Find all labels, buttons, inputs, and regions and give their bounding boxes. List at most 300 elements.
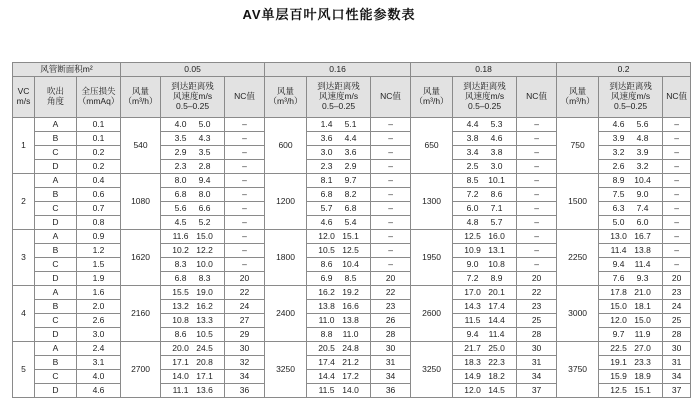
throw-distance-max: 12.5 [342, 244, 359, 255]
throw-distance-min: 2.5 [466, 160, 479, 171]
throw-distance-min: 12.0 [464, 384, 481, 395]
throw-distance-min: 8.8 [320, 328, 333, 339]
throw-distance-min: 9.4 [466, 328, 479, 339]
throw-distance-min: 4.5 [174, 216, 187, 227]
throw-distance-max: 20.8 [196, 356, 213, 367]
throw-distance-min: 7.2 [466, 188, 479, 199]
area-header-3: 0.18 [411, 63, 557, 77]
nc-value: 23 [663, 286, 691, 300]
airflow-value: 3750 [557, 342, 599, 398]
throw-distance-value [161, 132, 225, 146]
pressure-loss-value: 0.7 [77, 202, 121, 216]
page-title: AV单层百叶风口性能参数表 [242, 7, 416, 22]
throw-distance-value [453, 328, 517, 342]
throw-distance-min: 7.5 [612, 188, 625, 199]
throw-distance-value [161, 174, 225, 188]
throw-distance-min: 13.8 [318, 300, 335, 311]
airflow-column-header: 风量 （m³/h） [411, 77, 453, 118]
throw-distance-min: 15.0 [610, 300, 627, 311]
throw-distance-min: 14.9 [464, 370, 481, 381]
throw-distance-min: 11.1 [172, 384, 189, 395]
angle-value: C [35, 258, 77, 272]
nc-value: – [517, 146, 557, 160]
throw-distance-max: 15.1 [342, 230, 359, 241]
throw-distance-min: 5.0 [612, 216, 625, 227]
nc-value: 24 [663, 300, 691, 314]
throw-distance-min: 13.2 [172, 300, 189, 311]
pressure-loss-value: 4.6 [77, 384, 121, 398]
area-header-1: 0.05 [121, 63, 265, 77]
nc-value: 24 [225, 300, 265, 314]
vc-column-header: VC m/s [13, 77, 35, 118]
throw-distance-value [599, 314, 663, 328]
nc-value: 34 [663, 370, 691, 384]
throw-distance-max: 22.3 [488, 356, 505, 367]
throw-distance-value [599, 258, 663, 272]
throw-distance-max: 8.5 [344, 272, 357, 283]
throw-distance-value [307, 356, 371, 370]
throw-distance-min: 17.8 [610, 286, 627, 297]
throw-distance-max: 13.1 [488, 244, 505, 255]
nc-value: 34 [517, 370, 557, 384]
throw-distance-max: 15.1 [634, 384, 651, 395]
nc-value: 34 [225, 370, 265, 384]
angle-value: C [35, 370, 77, 384]
throw-distance-max: 24.5 [196, 342, 213, 353]
angle-value: B [35, 188, 77, 202]
throw-distance-value [161, 286, 225, 300]
nc-value: 36 [225, 384, 265, 398]
throw-distance-max: 8.0 [198, 188, 211, 199]
throw-distance-max: 18.9 [634, 370, 651, 381]
throw-distance-max: 5.6 [636, 118, 649, 129]
throw-distance-max: 10.1 [488, 174, 505, 185]
airflow-value: 600 [265, 118, 307, 174]
pressure-loss-value: 0.1 [77, 132, 121, 146]
throw-distance-max: 6.0 [636, 216, 649, 227]
nc-value: – [371, 132, 411, 146]
nc-value: 30 [517, 342, 557, 356]
throw-distance-value [307, 118, 371, 132]
throw-distance-max: 10.5 [196, 328, 213, 339]
throw-distance-min: 13.0 [610, 230, 627, 241]
throw-distance-min: 8.5 [466, 174, 479, 185]
throw-distance-value [307, 342, 371, 356]
vc-value: 5 [13, 342, 35, 398]
nc-value: 34 [371, 370, 411, 384]
area-header-2: 0.16 [265, 63, 411, 77]
airflow-value: 2400 [265, 286, 307, 342]
nc-value: 20 [371, 272, 411, 286]
airflow-value: 3250 [411, 342, 453, 398]
table-body [13, 118, 691, 398]
nc-value: – [517, 118, 557, 132]
throw-distance-value [307, 258, 371, 272]
throw-distance-value [599, 384, 663, 398]
throw-distance-max: 13.8 [634, 244, 651, 255]
throw-distance-value [161, 328, 225, 342]
nc-value: – [663, 216, 691, 230]
throw-distance-value [599, 216, 663, 230]
nc-value: – [517, 258, 557, 272]
throw-distance-max: 7.1 [490, 202, 503, 213]
throw-distance-min: 6.8 [174, 272, 187, 283]
throw-distance-max: 14.0 [342, 384, 359, 395]
nc-value: 22 [371, 286, 411, 300]
throw-distance-max: 13.8 [342, 314, 359, 325]
throw-distance-value [307, 230, 371, 244]
throw-distance-min: 15.5 [172, 286, 189, 297]
throw-distance-value [161, 314, 225, 328]
table-row [13, 230, 691, 244]
performance-table [12, 62, 691, 398]
area-header-4: 0.2 [557, 63, 691, 77]
throw-distance-min: 8.0 [174, 174, 187, 185]
duct-area-label: 风管断面积m² [13, 63, 121, 77]
airflow-value: 1200 [265, 174, 307, 230]
throw-distance-min: 21.7 [464, 342, 481, 353]
nc-value: 25 [663, 314, 691, 328]
throw-distance-max: 4.6 [490, 132, 503, 143]
angle-value: B [35, 244, 77, 258]
throw-distance-value [599, 174, 663, 188]
nc-value: – [371, 188, 411, 202]
vc-value: 3 [13, 230, 35, 286]
throw-distance-max: 17.2 [342, 370, 359, 381]
throw-distance-value [599, 160, 663, 174]
nc-value: – [225, 118, 265, 132]
throw-distance-min: 6.8 [174, 188, 187, 199]
nc-value: – [371, 244, 411, 258]
throw-distance-min: 17.1 [172, 356, 189, 367]
throw-distance-min: 3.4 [466, 146, 479, 157]
airflow-column-header: 风量 （m³/h） [265, 77, 307, 118]
throw-distance-max: 4.3 [198, 132, 211, 143]
vc-value: 2 [13, 174, 35, 230]
airflow-value: 3250 [265, 342, 307, 398]
nc-value: – [225, 216, 265, 230]
nc-value: – [225, 146, 265, 160]
angle-value: D [35, 272, 77, 286]
throw-distance-max: 19.0 [196, 286, 213, 297]
pressure-loss-value: 2.6 [77, 314, 121, 328]
pressure-loss-value: 0.9 [77, 230, 121, 244]
throw-distance-max: 18.1 [634, 300, 651, 311]
throw-distance-min: 8.6 [320, 258, 333, 269]
throw-distance-min: 20.5 [318, 342, 335, 353]
throw-distance-value [161, 272, 225, 286]
nc-value: – [663, 202, 691, 216]
throw-distance-max: 14.4 [488, 314, 505, 325]
angle-value: A [35, 174, 77, 188]
throw-distance-min: 16.2 [318, 286, 335, 297]
throw-distance-max: 11.4 [488, 328, 505, 339]
throw-distance-value [599, 118, 663, 132]
throw-distance-max: 3.9 [636, 146, 649, 157]
vc-value: 1 [13, 118, 35, 174]
throw-distance-min: 19.1 [610, 356, 627, 367]
throw-distance-value [453, 160, 517, 174]
throw-distance-max: 10.4 [342, 258, 359, 269]
airflow-value: 2700 [121, 342, 161, 398]
nc-value: – [663, 174, 691, 188]
nc-value: – [663, 160, 691, 174]
pressure-loss-value: 0.4 [77, 174, 121, 188]
nc-value: – [371, 118, 411, 132]
nc-value: – [517, 202, 557, 216]
throw-distance-value [453, 286, 517, 300]
throw-distance-value [453, 258, 517, 272]
angle-value: A [35, 230, 77, 244]
throw-distance-max: 13.6 [196, 384, 213, 395]
throw-distance-value [161, 230, 225, 244]
throw-distance-value [307, 188, 371, 202]
airflow-value: 650 [411, 118, 453, 174]
throw-distance-min: 9.0 [466, 258, 479, 269]
nc-value: – [225, 258, 265, 272]
nc-value: 29 [225, 328, 265, 342]
throw-distance-max: 4.4 [344, 132, 357, 143]
throw-distance-value [161, 146, 225, 160]
nc-value: – [663, 188, 691, 202]
throw-distance-value [599, 146, 663, 160]
throw-distance-max: 2.9 [344, 160, 357, 171]
throw-distance-min: 3.9 [612, 132, 625, 143]
throw-distance-value [307, 202, 371, 216]
table-row [13, 118, 691, 132]
throw-distance-max: 11.4 [634, 258, 651, 269]
throw-distance-value [453, 118, 517, 132]
throw-distance-value [307, 384, 371, 398]
throw-distance-max: 5.1 [344, 118, 357, 129]
throw-distance-max: 4.8 [636, 132, 649, 143]
table-row [13, 286, 691, 300]
nc-value: 26 [371, 314, 411, 328]
nc-value: – [663, 244, 691, 258]
angle-value: C [35, 314, 77, 328]
nc-value: – [517, 216, 557, 230]
throw-distance-max: 18.2 [488, 370, 505, 381]
throw-distance-value [599, 188, 663, 202]
throw-distance-max: 8.3 [198, 272, 211, 283]
throw-distance-max: 5.4 [344, 216, 357, 227]
throw-distance-min: 4.8 [466, 216, 479, 227]
throw-distance-value [599, 286, 663, 300]
throw-distance-min: 15.9 [610, 370, 627, 381]
throw-distance-value [161, 118, 225, 132]
throw-distance-min: 11.5 [318, 384, 335, 395]
throw-distance-min: 9.4 [612, 258, 625, 269]
throw-distance-max: 6.6 [198, 202, 211, 213]
throw-column-header: 到达距离残 风速度m/s 0.5–0.25 [307, 77, 371, 118]
throw-distance-max: 2.8 [198, 160, 211, 171]
throw-column-header: 到达距离残 风速度m/s 0.5–0.25 [453, 77, 517, 118]
throw-distance-min: 1.4 [320, 118, 333, 129]
throw-distance-max: 23.3 [634, 356, 651, 367]
throw-distance-min: 12.0 [318, 230, 335, 241]
throw-distance-min: 10.5 [318, 244, 335, 255]
throw-distance-value [453, 216, 517, 230]
throw-distance-min: 17.4 [318, 356, 335, 367]
nc-value: – [371, 202, 411, 216]
throw-distance-max: 16.7 [634, 230, 651, 241]
throw-distance-min: 8.9 [612, 174, 625, 185]
pressure-loss-value: 2.4 [77, 342, 121, 356]
nc-value: 28 [517, 328, 557, 342]
throw-distance-max: 9.4 [198, 174, 211, 185]
throw-distance-value [161, 300, 225, 314]
throw-distance-value [599, 272, 663, 286]
airflow-value: 1800 [265, 230, 307, 286]
throw-distance-min: 11.4 [610, 244, 627, 255]
throw-distance-min: 3.5 [174, 132, 187, 143]
throw-distance-value [453, 244, 517, 258]
nc-value: 28 [663, 328, 691, 342]
throw-distance-value [453, 174, 517, 188]
nc-value: 30 [663, 342, 691, 356]
throw-distance-value [161, 370, 225, 384]
nc-value: 32 [225, 356, 265, 370]
throw-distance-min: 7.6 [612, 272, 625, 283]
nc-value: – [663, 146, 691, 160]
nc-value: – [371, 230, 411, 244]
throw-distance-value [161, 342, 225, 356]
throw-distance-value [599, 370, 663, 384]
nc-column-header: NC值 [225, 77, 265, 118]
throw-distance-max: 15.0 [196, 230, 213, 241]
header-row-columns [13, 77, 691, 118]
angle-value: C [35, 146, 77, 160]
throw-distance-min: 11.5 [464, 314, 481, 325]
throw-distance-max: 16.2 [196, 300, 213, 311]
throw-distance-max: 21.2 [342, 356, 359, 367]
throw-distance-max: 7.4 [636, 202, 649, 213]
throw-distance-value [307, 370, 371, 384]
throw-distance-max: 15.0 [634, 314, 651, 325]
throw-distance-min: 14.3 [464, 300, 481, 311]
throw-distance-value [453, 370, 517, 384]
nc-value: 27 [225, 314, 265, 328]
nc-value: – [663, 132, 691, 146]
throw-distance-value [599, 132, 663, 146]
table-row [13, 342, 691, 356]
throw-distance-max: 20.1 [488, 286, 505, 297]
throw-distance-max: 11.0 [342, 328, 359, 339]
header-row-areas [13, 63, 691, 77]
nc-value: 30 [225, 342, 265, 356]
throw-distance-value [307, 286, 371, 300]
angle-value: D [35, 160, 77, 174]
nc-value: – [225, 132, 265, 146]
nc-value: – [371, 146, 411, 160]
throw-distance-max: 5.2 [198, 216, 211, 227]
throw-distance-min: 2.3 [174, 160, 187, 171]
throw-distance-min: 6.0 [466, 202, 479, 213]
throw-distance-value [161, 258, 225, 272]
throw-distance-max: 8.9 [490, 272, 503, 283]
throw-distance-min: 2.3 [320, 160, 333, 171]
throw-distance-min: 3.8 [466, 132, 479, 143]
pressure-loss-value: 3.0 [77, 328, 121, 342]
nc-value: – [517, 188, 557, 202]
throw-distance-value [453, 384, 517, 398]
throw-distance-value [453, 230, 517, 244]
nc-value: – [517, 160, 557, 174]
throw-distance-max: 10.8 [488, 258, 505, 269]
throw-distance-max: 9.7 [344, 174, 357, 185]
throw-distance-value [307, 146, 371, 160]
pressure-loss-value: 1.5 [77, 258, 121, 272]
throw-distance-min: 12.0 [610, 314, 627, 325]
nc-value: – [371, 258, 411, 272]
throw-column-header: 到达距离残 风速度m/s 0.5–0.25 [599, 77, 663, 118]
nc-value: – [663, 258, 691, 272]
nc-value: – [371, 174, 411, 188]
nc-value: 37 [663, 384, 691, 398]
pressure-loss-column-header: 全压损失 （mmAq） [77, 77, 121, 118]
pressure-loss-value: 1.2 [77, 244, 121, 258]
throw-distance-max: 17.4 [488, 300, 505, 311]
throw-distance-value [307, 300, 371, 314]
throw-distance-max: 3.6 [344, 146, 357, 157]
throw-distance-value [453, 272, 517, 286]
nc-value: 31 [663, 356, 691, 370]
nc-value: 23 [517, 300, 557, 314]
angle-value: D [35, 384, 77, 398]
pressure-loss-value: 1.9 [77, 272, 121, 286]
throw-distance-min: 22.5 [610, 342, 627, 353]
throw-distance-value [307, 132, 371, 146]
throw-distance-max: 6.8 [344, 202, 357, 213]
throw-distance-min: 4.6 [612, 118, 625, 129]
airflow-value: 3000 [557, 286, 599, 342]
airflow-value: 750 [557, 118, 599, 174]
throw-distance-value [599, 202, 663, 216]
throw-distance-min: 5.6 [174, 202, 187, 213]
throw-distance-min: 8.6 [174, 328, 187, 339]
airflow-value: 2250 [557, 230, 599, 286]
throw-distance-min: 3.0 [320, 146, 333, 157]
throw-distance-min: 14.0 [172, 370, 189, 381]
airflow-value: 1300 [411, 174, 453, 230]
throw-distance-value [161, 160, 225, 174]
nc-value: – [663, 230, 691, 244]
nc-value: – [225, 244, 265, 258]
throw-distance-min: 3.2 [612, 146, 625, 157]
pressure-loss-value: 2.0 [77, 300, 121, 314]
throw-distance-min: 14.4 [318, 370, 335, 381]
nc-value: – [371, 216, 411, 230]
throw-distance-max: 8.2 [344, 188, 357, 199]
angle-value: B [35, 300, 77, 314]
nc-value: 37 [517, 384, 557, 398]
throw-distance-max: 25.0 [488, 342, 505, 353]
nc-value: – [371, 160, 411, 174]
nc-value: – [517, 230, 557, 244]
throw-distance-max: 24.8 [342, 342, 359, 353]
throw-distance-max: 9.0 [636, 188, 649, 199]
throw-distance-value [453, 146, 517, 160]
throw-distance-max: 8.6 [490, 188, 503, 199]
angle-value: A [35, 286, 77, 300]
pressure-loss-value: 0.2 [77, 146, 121, 160]
throw-distance-max: 5.7 [490, 216, 503, 227]
throw-distance-min: 9.7 [612, 328, 625, 339]
nc-value: 25 [517, 314, 557, 328]
nc-value: 36 [371, 384, 411, 398]
airflow-value: 2600 [411, 286, 453, 342]
pressure-loss-value: 0.1 [77, 118, 121, 132]
